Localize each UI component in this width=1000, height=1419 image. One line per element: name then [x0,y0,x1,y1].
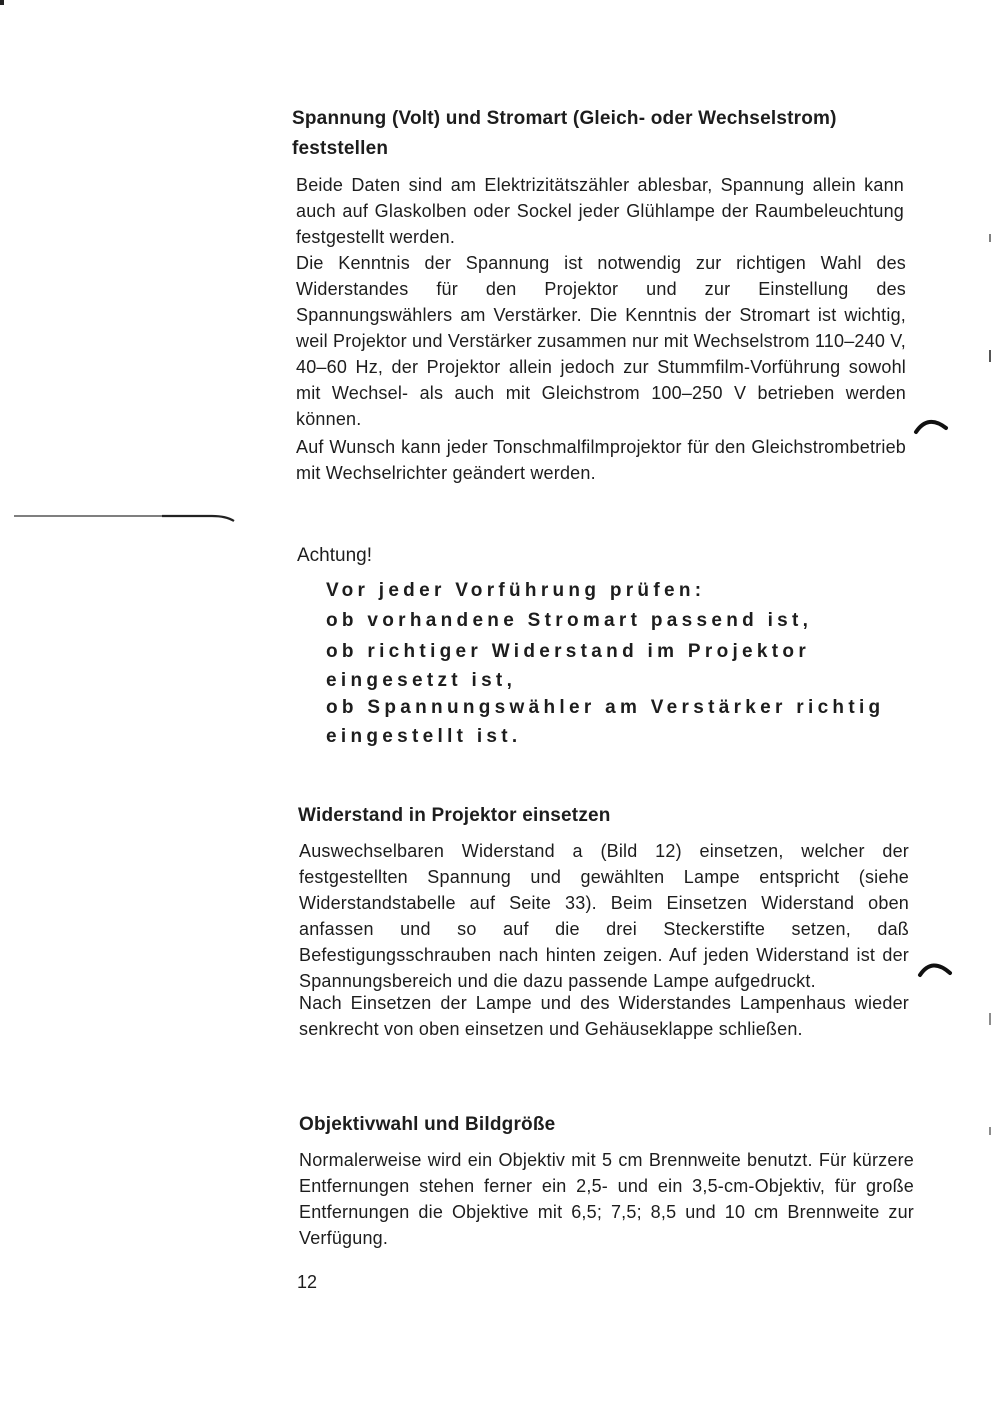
hole-punch-mark [912,412,952,436]
paragraph-dc-conversion: Auf Wunsch kann jeder Tonschmalfilmprojektor für den Gleichstrombetrieb mit Wechselrichter geändert werden. [296,437,906,483]
section-heading-lens: Objektivwahl und Bildgröße [299,1114,556,1135]
scan-edge-speck [985,1005,995,1145]
paragraph-resistor-insert: Auswechselbaren Widerstand a (Bild 12) einsetzen, welcher der festgestellten Spannung und gewählten Lampe entspricht (siehe Widerstandstabelle auf Seite 33). Beim Einsetzen Widerstand oben anfassen und so auf die drei Steckerstifte setzen, daß Befestigungsschrauben nach hinten zeigen. Auf jeden Widerstand ist der Spannungsbereich und die dazu passende Lampe aufgedruckt. [299,841,909,991]
paragraph-lamp-housing: Nach Einsetzen der Lampe und des Widerstandes Lampenhaus wieder senkrecht von oben einsetzen und Gehäuseklappe schließen. [299,993,909,1039]
paragraph-lens-choice: Normalerweise wird ein Objektiv mit 5 cm Brennweite benutzt. Für kürzere Entfernungen stehen ferner ein 2,5- und ein 3,5-cm-Objektiv, für große Entfernungen die Objektive mit 6,5; 7,5; 8,5 und 10 cm Brennweite zur Verfügung. [299,1150,914,1248]
scan-edge-speck [985,230,995,370]
section-heading-resistor: Widerstand in Projektor einsetzen [298,805,611,826]
paragraph-voltage-knowledge: Die Kenntnis der Spannung ist notwendig zur richtigen Wahl des Widerstandes für den Projektor und zur Einstellung des Spannungswählers am Verstärker. Die Kenntnis der Stromart ist wichtig, weil Projektor und Verstärker zusammen nur mit Wechselstrom 110–240 V, 40–60 Hz, der Projektor allein jedoch zur Stummfilm-Vorführung sowohl mit Wechsel- als auch mit Gleichstrom 100–250 V betrieben werden können. [296,253,906,429]
page-number: 12 [297,1272,318,1292]
section-heading-voltage: Spannung (Volt) und Stromart (Gleich- oder Wechselstrom) feststellen [292,108,837,159]
corner-speck [0,0,8,8]
warning-label: Achtung! [297,545,372,566]
scan-rule-line [12,508,237,524]
warning-line: ob vorhandene Stromart passend ist, [326,610,813,631]
warning-line: ob richtiger Widerstand im Projektor eingesetzt ist, [326,641,811,691]
warning-line: Vor jeder Vorführung prüfen: [326,580,706,601]
warning-line: ob Spannungswähler am Verstärker richtig eingestellt ist. [326,697,885,747]
hole-punch-mark [916,955,956,981]
paragraph-voltage-reading: Beide Daten sind am Elektrizitätszähler ablesbar, Spannung allein kann auch auf Glaskolben oder Sockel jeder Glühlampe der Raumbeleuchtung festgestellt werden. [296,175,904,247]
